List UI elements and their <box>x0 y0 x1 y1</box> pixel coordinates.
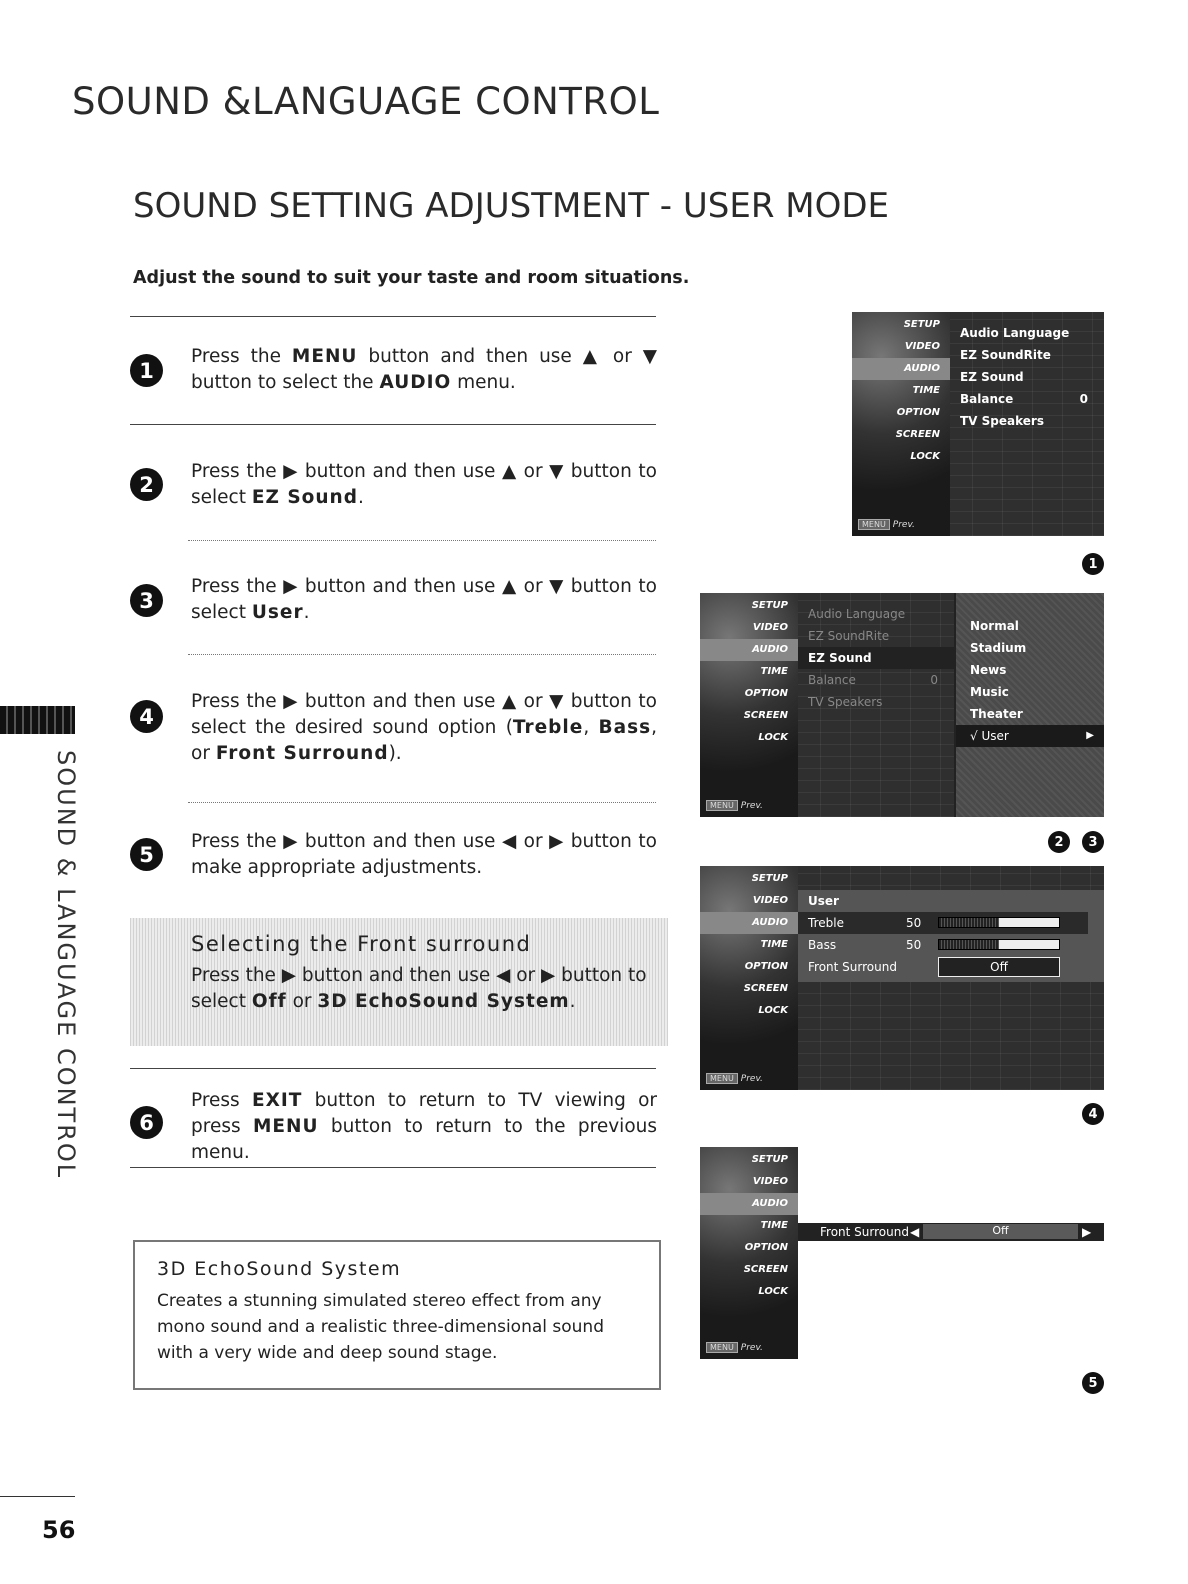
intro-text: Adjust the sound to suit your taste and room situations. <box>133 268 690 288</box>
figure-label-2: 2 <box>1048 831 1070 853</box>
nav-time[interactable]: TIME <box>760 1220 788 1231</box>
menu-audio-language[interactable]: Audio Language <box>808 607 906 621</box>
nav-option[interactable]: OPTION <box>744 1242 788 1253</box>
figure-label-1: 1 <box>1082 553 1104 575</box>
prev-hint: MENU Prev. <box>706 1074 763 1084</box>
echosound-info-box <box>133 1240 661 1390</box>
prev-hint: MENU Prev. <box>706 1343 763 1353</box>
tv-nav-menu <box>700 1147 798 1359</box>
nav-setup[interactable]: SETUP <box>903 319 940 330</box>
step-number-2: 2 <box>130 468 163 501</box>
option-user[interactable]: √ User ▶ <box>956 725 1104 747</box>
front-surround-note-text: Press the ▶ button and then use ◀ or ▶ button to select Off or 3D EchoSound System. <box>191 965 647 1012</box>
nav-lock[interactable]: LOCK <box>758 1005 788 1016</box>
page-number: 56 <box>42 1516 76 1544</box>
user-title: User <box>808 894 839 908</box>
bass-row[interactable]: Bass 50 <box>808 934 836 956</box>
right-arrow-icon[interactable]: ▶ <box>1082 1225 1092 1239</box>
nav-time[interactable]: TIME <box>912 385 940 396</box>
front-surround-row[interactable]: Front Surround Off <box>808 956 897 978</box>
tv-nav-menu <box>700 866 798 1090</box>
nav-video[interactable]: VIDEO <box>904 341 940 352</box>
menu-ez-soundrite[interactable]: EZ SoundRite <box>808 629 890 643</box>
figure-label-5: 5 <box>1082 1372 1104 1394</box>
chapter-title: SOUND &LANGUAGE CONTROL <box>72 80 660 123</box>
nav-option[interactable]: OPTION <box>744 961 788 972</box>
step-6-text: Press EXIT button to return to TV viewing or press MENU button to return to the previous menu. <box>191 1090 658 1163</box>
front-surround-adjust-value: Off <box>923 1224 1078 1239</box>
dotted-divider <box>188 802 656 803</box>
nav-setup[interactable]: SETUP <box>751 1154 788 1165</box>
tv-screen-audio-menu <box>852 312 1104 536</box>
front-surround-value[interactable]: Off <box>938 957 1060 977</box>
tv-screen-user-settings <box>700 866 1104 1090</box>
option-normal[interactable]: Normal <box>970 619 1019 633</box>
tv-nav-menu <box>852 312 950 536</box>
step-number-3: 3 <box>130 584 163 617</box>
menu-ez-sound[interactable]: EZ Sound <box>798 647 954 669</box>
step-number-4: 4 <box>130 700 163 733</box>
nav-audio[interactable]: AUDIO <box>700 912 798 934</box>
nav-time[interactable]: TIME <box>760 939 788 950</box>
option-news[interactable]: News <box>970 663 1007 677</box>
ez-sound-options <box>954 593 1104 817</box>
step-number-6: 6 <box>130 1106 163 1139</box>
menu-tv-speakers[interactable]: TV Speakers <box>960 414 1044 428</box>
section-title: SOUND SETTING ADJUSTMENT - USER MODE <box>133 186 890 226</box>
nav-screen[interactable]: SCREEN <box>743 983 788 994</box>
step-1-text: Press the MENU button and then use ▲ or ▼ button to select the AUDIO menu. <box>191 346 658 393</box>
nav-video[interactable]: VIDEO <box>752 1176 788 1187</box>
dotted-divider <box>188 654 656 655</box>
nav-screen[interactable]: SCREEN <box>895 429 940 440</box>
nav-screen[interactable]: SCREEN <box>743 710 788 721</box>
echosound-title: 3D EchoSound System <box>157 1258 402 1280</box>
step-4-text: Press the ▶ button and then use ▲ or ▼ button to select the desired sound option (Treble, Bass, or Front Surround). <box>191 691 657 764</box>
option-music[interactable]: Music <box>970 685 1009 699</box>
side-chapter-label: SOUND & LANGUAGE CONTROL <box>52 750 80 1180</box>
prev-hint: MENU Prev. <box>706 801 763 811</box>
menu-balance[interactable]: Balance 0 <box>960 392 1088 406</box>
nav-setup[interactable]: SETUP <box>751 600 788 611</box>
nav-time[interactable]: TIME <box>760 666 788 677</box>
nav-audio[interactable]: AUDIO <box>700 1193 798 1215</box>
dotted-divider <box>188 540 656 541</box>
figure-label-3: 3 <box>1082 831 1104 853</box>
step-number-5: 5 <box>130 838 163 871</box>
step-5-text: Press the ▶ button and then use ◀ or ▶ button to make appropriate adjustments. <box>191 831 657 878</box>
treble-slider[interactable] <box>938 917 1060 928</box>
menu-audio-language[interactable]: Audio Language <box>960 326 1070 340</box>
treble-row[interactable]: Treble 50 <box>798 912 1088 934</box>
tv-screen-ez-sound <box>700 593 1104 817</box>
front-surround-note-title: Selecting the Front surround <box>191 932 532 956</box>
divider <box>130 1167 656 1168</box>
nav-option[interactable]: OPTION <box>896 407 940 418</box>
audio-menu-list <box>950 322 1104 432</box>
menu-balance[interactable]: Balance 0 <box>808 673 938 687</box>
menu-ez-sound[interactable]: EZ Sound <box>960 370 1024 384</box>
divider <box>130 1068 656 1069</box>
chapter-tab-marker <box>0 706 75 734</box>
divider <box>130 316 656 317</box>
page-number-rule <box>0 1496 75 1497</box>
figure-label-4: 4 <box>1082 1103 1104 1125</box>
front-surround-adjust-bar[interactable]: Front Surround ◀ Off ▶ <box>798 1223 1104 1241</box>
bass-slider[interactable] <box>938 939 1060 950</box>
menu-tv-speakers[interactable]: TV Speakers <box>808 695 883 709</box>
nav-lock[interactable]: LOCK <box>758 1286 788 1297</box>
audio-menu-list <box>798 603 954 713</box>
nav-lock[interactable]: LOCK <box>758 732 788 743</box>
nav-screen[interactable]: SCREEN <box>743 1264 788 1275</box>
menu-ez-soundrite[interactable]: EZ SoundRite <box>960 348 1051 362</box>
option-theater[interactable]: Theater <box>970 707 1023 721</box>
prev-hint: MENU Prev. <box>858 520 915 530</box>
left-arrow-icon[interactable]: ◀ <box>910 1225 920 1239</box>
step-2-text: Press the ▶ button and then use ▲ or ▼ button to select EZ Sound. <box>191 461 657 508</box>
tv-nav-menu <box>700 593 798 817</box>
nav-audio[interactable]: AUDIO <box>852 358 950 380</box>
nav-video[interactable]: VIDEO <box>752 895 788 906</box>
step-3-text: Press the ▶ button and then use ▲ or ▼ button to select User. <box>191 576 657 623</box>
echosound-description: Creates a stunning simulated stereo effect from any mono sound and a realistic three-dimensional sound with a very wide and deep sound stage. <box>157 1291 604 1363</box>
nav-option[interactable]: OPTION <box>744 688 788 699</box>
nav-lock[interactable]: LOCK <box>910 451 940 462</box>
nav-video[interactable]: VIDEO <box>752 622 788 633</box>
tv-screen-front-surround <box>700 1147 1104 1359</box>
nav-audio[interactable]: AUDIO <box>700 639 798 661</box>
step-number-1: 1 <box>130 354 163 387</box>
divider <box>130 424 656 425</box>
option-stadium[interactable]: Stadium <box>970 641 1027 655</box>
nav-setup[interactable]: SETUP <box>751 873 788 884</box>
